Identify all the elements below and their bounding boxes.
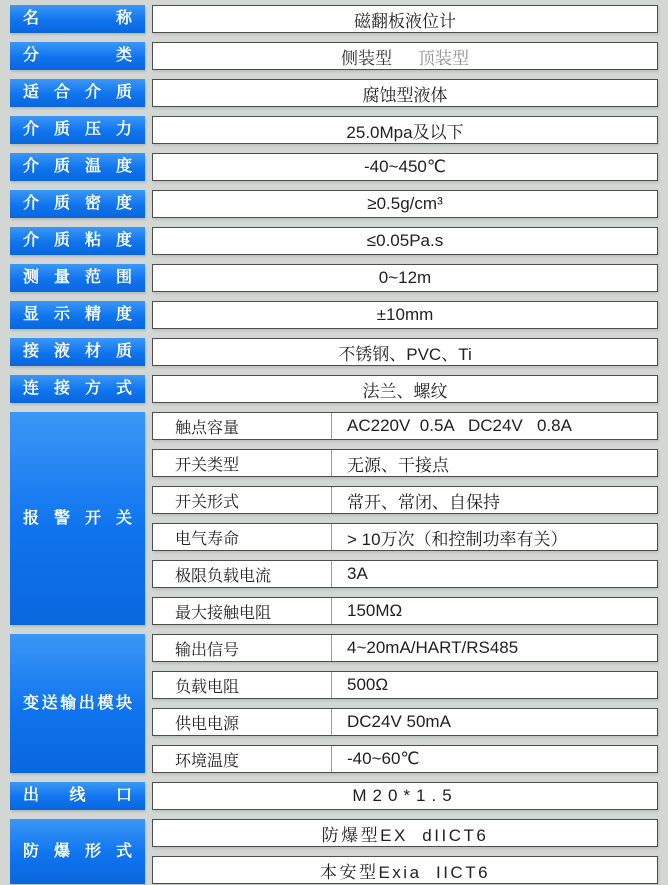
- row-value: ±10mm: [152, 301, 658, 329]
- row-label-text: 分类: [23, 47, 132, 65]
- subrow-limit-load-current: [152, 560, 658, 588]
- row-value: 腐蚀型液体: [152, 79, 658, 107]
- row-label: [10, 5, 145, 33]
- row-label-text: 显示精度: [23, 306, 132, 324]
- subrow-value: 4~20mA/HART/RS485: [347, 638, 519, 657]
- row-cable-outlet: [10, 782, 658, 810]
- row-label: [10, 153, 145, 181]
- subrow-value: 3A: [347, 564, 368, 583]
- row-label: [10, 782, 145, 810]
- row-label: [10, 264, 145, 292]
- row-name: [10, 5, 658, 33]
- row-display-accuracy: [10, 301, 658, 329]
- row-label: [10, 116, 145, 144]
- row-label-text: 名称: [23, 10, 132, 28]
- row-suitable-medium: [10, 79, 658, 107]
- group-label-text: 报警开关: [23, 509, 132, 527]
- alarm-switch-subrows: [152, 412, 658, 625]
- row-label: [10, 42, 145, 70]
- group-label: [10, 819, 145, 884]
- group-label-text: 变送输出模块: [23, 694, 132, 712]
- subrow-value: AC220V 0.5A DC24V 0.8A: [347, 416, 572, 435]
- subrow-ambient-temperature: [152, 745, 658, 773]
- row-medium-pressure: [10, 116, 658, 144]
- subrow-name: 供电电源: [175, 715, 240, 733]
- transmitter-module-subrows: [152, 634, 658, 773]
- row-label-text: 接液材质: [23, 343, 132, 361]
- row-label-text: 测量范围: [23, 269, 132, 287]
- subrow-electrical-life: [152, 523, 658, 551]
- row-label-text: 出线口: [23, 787, 132, 805]
- row-wetted-material: [10, 338, 658, 366]
- subrow-name: 输出信号: [175, 641, 240, 659]
- explosion-proof-line-ex: 防爆型EX dIICT6: [152, 819, 658, 847]
- row-value: M20*1.5: [152, 782, 658, 810]
- group-label: [10, 634, 145, 773]
- subrow-name: 环境温度: [175, 752, 240, 770]
- subrow-value: 无源、干接点: [347, 455, 449, 475]
- subrow-max-contact-resistance: [152, 597, 658, 625]
- row-measuring-range: [10, 264, 658, 292]
- explosion-proof-line-exia: 本安型Exia IICT6: [152, 856, 658, 884]
- subrow-contact-capacity: [152, 412, 658, 440]
- explosion-proof-group: [10, 819, 658, 884]
- row-label-text: 介质密度: [23, 195, 132, 213]
- transmitter-module-group: [10, 634, 658, 773]
- subrow-switch-form: [152, 486, 658, 514]
- subrow-name: 电气寿命: [175, 530, 240, 548]
- row-label: [10, 301, 145, 329]
- row-connection-type: [10, 375, 658, 403]
- subrow-value: -40~60℃: [347, 749, 420, 768]
- subrow-value: 500Ω: [347, 675, 389, 694]
- row-value: 法兰、螺纹: [152, 375, 658, 403]
- row-label: [10, 227, 145, 255]
- category-side-mounted: 侧装型: [341, 48, 392, 68]
- row-value: [152, 42, 658, 70]
- subrow-value: 150MΩ: [347, 601, 403, 620]
- row-value: -40~450℃: [152, 153, 658, 181]
- subrow-value: 常开、常闭、自保持: [347, 492, 500, 512]
- row-medium-density: [10, 190, 658, 218]
- subrow-name: 负载电阻: [175, 678, 240, 696]
- group-label-text: 防爆形式: [23, 842, 132, 860]
- row-label-text: 连接方式: [23, 380, 132, 398]
- row-value: 磁翻板液位计: [152, 5, 658, 33]
- subrow-value: DC24V 50mA: [347, 712, 451, 731]
- row-value: 25.0Mpa及以下: [152, 116, 658, 144]
- subrow-switch-type: [152, 449, 658, 477]
- group-label: [10, 412, 145, 625]
- row-label-text: 介质温度: [23, 158, 132, 176]
- subrow-name: 触点容量: [175, 419, 240, 437]
- subrow-load-resistance: [152, 671, 658, 699]
- subrow-name: 极限负载电流: [175, 567, 272, 585]
- row-value: ≥0.5g/cm³: [152, 190, 658, 218]
- subrow-output-signal: [152, 634, 658, 662]
- subrow-value: > 10万次（和控制功率有关）: [347, 529, 568, 549]
- row-label: [10, 338, 145, 366]
- row-label-text: 适合介质: [23, 84, 132, 102]
- row-label: [10, 375, 145, 403]
- subrow-name: 最大接触电阻: [175, 604, 272, 622]
- row-label: [10, 190, 145, 218]
- subrow-name: 开关形式: [175, 493, 240, 511]
- row-label-text: 介质粘度: [23, 232, 132, 250]
- row-medium-temperature: [10, 153, 658, 181]
- category-top-mounted: 顶装型: [418, 48, 469, 68]
- row-value: 不锈钢、PVC、Ti: [152, 338, 658, 366]
- explosion-proof-subrows: [152, 819, 658, 884]
- row-medium-viscosity: [10, 227, 658, 255]
- row-value: 0~12m: [152, 264, 658, 292]
- subrow-name: 开关类型: [175, 456, 240, 474]
- row-value: ≤0.05Pa.s: [152, 227, 658, 255]
- row-category: [10, 42, 658, 70]
- row-label: [10, 79, 145, 107]
- subrow-power-supply: [152, 708, 658, 736]
- alarm-switch-group: [10, 412, 658, 625]
- row-label-text: 介质压力: [23, 121, 132, 139]
